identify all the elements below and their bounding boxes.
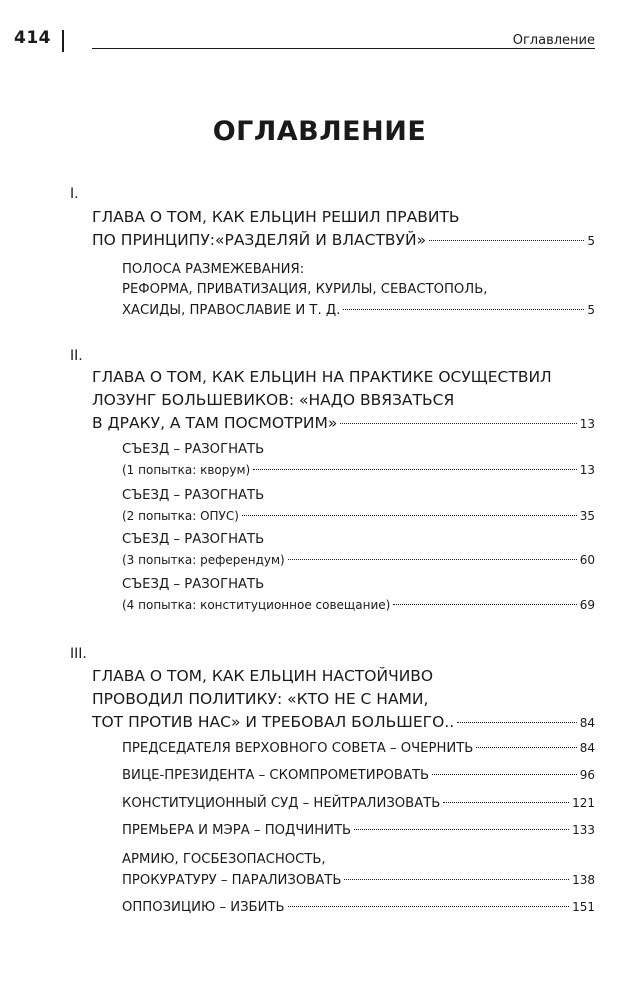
section-line: АРМИЮ, ГОСБЕЗОПАСНОСТЬ, <box>122 852 326 867</box>
page-ref: 60 <box>579 553 595 567</box>
dot-leader <box>343 309 584 310</box>
chapter-entry[interactable] <box>92 665 595 735</box>
section-entry[interactable] <box>122 440 595 480</box>
dot-leader <box>443 802 569 803</box>
page-ref: 5 <box>587 234 595 248</box>
page-title: ОГЛАВЛЕНИЕ <box>212 116 427 147</box>
section-line: (4 попытка: конституционное совещание) <box>122 598 391 612</box>
section-line: ВИЦЕ-ПРЕЗИДЕНТА – СКОМПРОМЕТИРОВАТЬ <box>122 768 430 783</box>
section-entry[interactable] <box>122 793 595 814</box>
chapter-line: ГЛАВА О ТОМ, КАК ЕЛЬЦИН НАСТОЙЧИВО <box>92 667 434 685</box>
section-line: РЕФОРМА, ПРИВАТИЗАЦИЯ, КУРИЛЫ, СЕВАСТОПОЛЬ, <box>122 282 488 297</box>
chapter-line: ПРОВОДИЛ ПОЛИТИКУ: «КТО НЕ С НАМИ, <box>92 690 429 708</box>
section-line: КОНСТИТУЦИОННЫЙ СУД – НЕЙТРАЛИЗОВАТЬ <box>122 796 441 811</box>
part-numeral: I. <box>70 186 79 202</box>
page-ref: 13 <box>579 417 595 431</box>
dot-leader <box>429 240 584 241</box>
section-line: ПРЕМЬЕРА И МЭРА – ПОДЧИНИТЬ <box>122 823 352 838</box>
chapter-line: ГЛАВА О ТОМ, КАК ЕЛЬЦИН РЕШИЛ ПРАВИТЬ <box>92 208 460 226</box>
chapter-line: ТОТ ПРОТИВ НАС» И ТРЕБОВАЛ БОЛЬШЕГО.. <box>92 713 455 731</box>
chapter-entry[interactable] <box>92 206 595 253</box>
dot-leader <box>393 604 576 605</box>
dot-leader <box>288 906 570 907</box>
page-ref: 138 <box>572 873 595 887</box>
chapter-line: В ДРАКУ, А ТАМ ПОСМОТРИМ» <box>92 414 338 432</box>
section-line: (1 попытка: кворум) <box>122 463 251 477</box>
dot-leader <box>354 829 569 830</box>
section-line: СЪЕЗД – РАЗОГНАТЬ <box>122 488 265 503</box>
section-line: (3 попытка: референдум) <box>122 553 285 567</box>
dot-leader <box>457 722 577 723</box>
page-ref: 96 <box>579 768 595 782</box>
chapter-entry[interactable] <box>92 366 595 436</box>
page-ref: 5 <box>587 303 595 317</box>
dot-leader <box>242 515 577 516</box>
dot-leader <box>340 423 576 424</box>
section-entry[interactable] <box>122 486 595 526</box>
section-line: СЪЕЗД – РАЗОГНАТЬ <box>122 532 265 547</box>
page-ref: 13 <box>579 463 595 477</box>
section-entry[interactable] <box>122 575 595 615</box>
dot-leader <box>476 747 576 748</box>
section-entry[interactable] <box>122 897 595 918</box>
page-ref: 121 <box>572 796 595 810</box>
section-entry[interactable] <box>122 850 595 891</box>
section-entry[interactable] <box>122 260 595 321</box>
chapter-line: ПО ПРИНЦИПУ:«РАЗДЕЛЯЙ И ВЛАСТВУЙ» <box>92 231 427 249</box>
dot-leader <box>288 559 577 560</box>
section-entry[interactable] <box>122 738 595 759</box>
section-entry[interactable] <box>122 820 595 841</box>
running-title: Оглавление <box>509 33 595 48</box>
page-ref: 69 <box>579 598 595 612</box>
section-line: СЪЕЗД – РАЗОГНАТЬ <box>122 577 265 592</box>
section-line: ПОЛОСА РАЗМЕЖЕВАНИЯ: <box>122 262 305 277</box>
dot-leader <box>344 879 569 880</box>
section-line: ПРОКУРАТУРУ – ПАРАЛИЗОВАТЬ <box>122 873 342 888</box>
chapter-line: ЛОЗУНГ БОЛЬШЕВИКОВ: «НАДО ВВЯЗАТЬСЯ <box>92 391 455 409</box>
page-ref: 151 <box>572 900 595 914</box>
section-line: СЪЕЗД – РАЗОГНАТЬ <box>122 442 265 457</box>
dot-leader <box>253 469 577 470</box>
chapter-line: ГЛАВА О ТОМ, КАК ЕЛЬЦИН НА ПРАКТИКЕ ОСУЩЕСТВИЛ <box>92 368 552 386</box>
section-line: (2 попытка: ОПУС) <box>122 509 239 523</box>
page-ref: 84 <box>579 741 595 755</box>
section-line: ХАСИДЫ, ПРАВОСЛАВИЕ И Т. Д. <box>122 303 341 318</box>
page-ref: 133 <box>572 823 595 837</box>
section-entry[interactable] <box>122 530 595 570</box>
page-ref: 84 <box>579 716 595 730</box>
part-numeral: II. <box>70 348 83 364</box>
section-entry[interactable] <box>122 765 595 786</box>
section-line: ОППОЗИЦИЮ – ИЗБИТЬ <box>122 900 285 915</box>
dot-leader <box>432 774 577 775</box>
part-numeral: III. <box>70 646 87 662</box>
section-line: ПРЕДСЕДАТЕЛЯ ВЕРХОВНОГО СОВЕТА – ОЧЕРНИТЬ <box>122 741 474 756</box>
page-number: 414 <box>14 28 51 48</box>
page-ref: 35 <box>579 509 595 523</box>
